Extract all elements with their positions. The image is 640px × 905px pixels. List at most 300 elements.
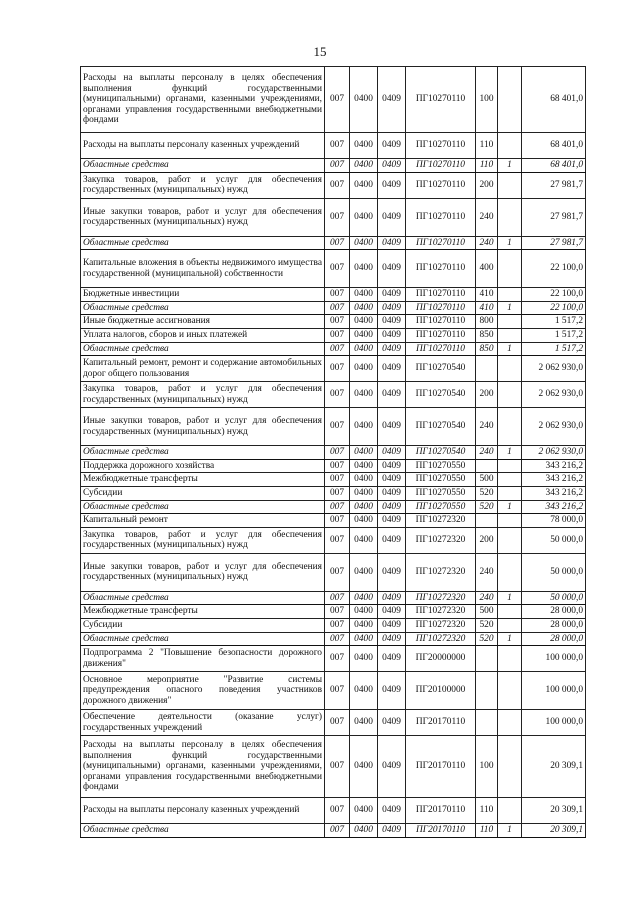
cell-ved: 007 bbox=[325, 459, 350, 473]
cell-csr: ПГ20170110 bbox=[406, 736, 476, 798]
cell-sum: 50 000,0 bbox=[522, 527, 586, 553]
cell-ved: 007 bbox=[325, 408, 350, 446]
cell-csr: ПГ10270110 bbox=[406, 159, 476, 173]
budget-table-body bbox=[81, 67, 586, 838]
cell-name: Иные закупки товаров, работ и услуг для обеспечения государственных (муниципальных) нужд bbox=[81, 408, 325, 446]
cell-src bbox=[498, 172, 522, 198]
cell-ved: 007 bbox=[325, 605, 350, 619]
cell-src: 1 bbox=[498, 824, 522, 838]
cell-sum: 20 309,1 bbox=[522, 824, 586, 838]
cell-vr: 240 bbox=[476, 553, 498, 591]
cell-pr: 0409 bbox=[378, 646, 406, 672]
cell-csr: ПГ20170110 bbox=[406, 798, 476, 824]
cell-src: 1 bbox=[498, 632, 522, 646]
cell-ved: 007 bbox=[325, 798, 350, 824]
cell-pr: 0409 bbox=[378, 459, 406, 473]
cell-pr: 0409 bbox=[378, 527, 406, 553]
cell-pr: 0409 bbox=[378, 408, 406, 446]
cell-ved: 007 bbox=[325, 301, 350, 315]
cell-pr: 0409 bbox=[378, 591, 406, 605]
cell-ved: 007 bbox=[325, 591, 350, 605]
cell-sum: 1 517,2 bbox=[522, 315, 586, 329]
cell-csr: ПГ10270110 bbox=[406, 328, 476, 342]
cell-name: Межбюджетные трансферты bbox=[81, 605, 325, 619]
cell-src bbox=[498, 198, 522, 236]
cell-sum: 68 401,0 bbox=[522, 67, 586, 133]
cell-pr: 0409 bbox=[378, 288, 406, 302]
cell-csr: ПГ10270110 bbox=[406, 133, 476, 159]
cell-rz: 0400 bbox=[350, 315, 378, 329]
table-row-regional-funds bbox=[81, 500, 586, 514]
cell-csr: ПГ20170110 bbox=[406, 710, 476, 736]
cell-sum: 28 000,0 bbox=[522, 618, 586, 632]
cell-name: Подпрограмма 2 "Повышение безопасности дорожного движения" bbox=[81, 646, 325, 672]
cell-rz: 0400 bbox=[350, 672, 378, 710]
cell-vr: 200 bbox=[476, 527, 498, 553]
cell-csr: ПГ10270110 bbox=[406, 67, 476, 133]
cell-vr: 410 bbox=[476, 301, 498, 315]
cell-vr: 850 bbox=[476, 328, 498, 342]
cell-ved: 007 bbox=[325, 356, 350, 382]
cell-rz: 0400 bbox=[350, 646, 378, 672]
cell-csr: ПГ10270110 bbox=[406, 198, 476, 236]
cell-pr: 0409 bbox=[378, 632, 406, 646]
cell-name: Межбюджетные трансферты bbox=[81, 473, 325, 487]
table-row bbox=[81, 736, 586, 798]
cell-rz: 0400 bbox=[350, 446, 378, 460]
cell-rz: 0400 bbox=[350, 67, 378, 133]
cell-vr: 520 bbox=[476, 500, 498, 514]
table-row bbox=[81, 473, 586, 487]
cell-csr: ПГ10272320 bbox=[406, 618, 476, 632]
cell-ved: 007 bbox=[325, 473, 350, 487]
cell-name: Поддержка дорожного хозяйства bbox=[81, 459, 325, 473]
table-row bbox=[81, 67, 586, 133]
table-row bbox=[81, 382, 586, 408]
cell-sum: 100 000,0 bbox=[522, 672, 586, 710]
cell-pr: 0409 bbox=[378, 486, 406, 500]
cell-csr: ПГ10272320 bbox=[406, 591, 476, 605]
cell-pr: 0409 bbox=[378, 710, 406, 736]
cell-name: Иные закупки товаров, работ и услуг для обеспечения государственных (муниципальных) нужд bbox=[81, 198, 325, 236]
cell-rz: 0400 bbox=[350, 459, 378, 473]
cell-name: Уплата налогов, сборов и иных платежей bbox=[81, 328, 325, 342]
cell-sum: 22 100,0 bbox=[522, 288, 586, 302]
cell-csr: ПГ20170110 bbox=[406, 824, 476, 838]
cell-src: 1 bbox=[498, 236, 522, 250]
cell-csr: ПГ10270110 bbox=[406, 172, 476, 198]
cell-pr: 0409 bbox=[378, 198, 406, 236]
cell-vr: 240 bbox=[476, 236, 498, 250]
cell-rz: 0400 bbox=[350, 500, 378, 514]
table-row-regional-funds bbox=[81, 824, 586, 838]
cell-rz: 0400 bbox=[350, 514, 378, 528]
cell-csr: ПГ10270540 bbox=[406, 446, 476, 460]
cell-ved: 007 bbox=[325, 342, 350, 356]
cell-name: Обеспечение деятельности (оказание услуг) государственных учреждений bbox=[81, 710, 325, 736]
cell-ved: 007 bbox=[325, 618, 350, 632]
cell-src bbox=[498, 459, 522, 473]
cell-pr: 0409 bbox=[378, 328, 406, 342]
cell-rz: 0400 bbox=[350, 133, 378, 159]
cell-rz: 0400 bbox=[350, 172, 378, 198]
table-row bbox=[81, 133, 586, 159]
cell-ved: 007 bbox=[325, 527, 350, 553]
cell-vr: 240 bbox=[476, 198, 498, 236]
cell-rz: 0400 bbox=[350, 408, 378, 446]
cell-pr: 0409 bbox=[378, 514, 406, 528]
cell-ved: 007 bbox=[325, 646, 350, 672]
table-row bbox=[81, 288, 586, 302]
cell-sum: 2 062 930,0 bbox=[522, 356, 586, 382]
cell-csr: ПГ10270110 bbox=[406, 288, 476, 302]
cell-ved: 007 bbox=[325, 328, 350, 342]
cell-src bbox=[498, 736, 522, 798]
cell-pr: 0409 bbox=[378, 159, 406, 173]
table-row bbox=[81, 514, 586, 528]
cell-name: Областные средства bbox=[81, 342, 325, 356]
cell-csr: ПГ10272320 bbox=[406, 632, 476, 646]
cell-name: Капитальные вложения в объекты недвижимого имущества государственной (муниципальной) собственности bbox=[81, 250, 325, 288]
cell-vr: 400 bbox=[476, 250, 498, 288]
cell-name: Бюджетные инвестиции bbox=[81, 288, 325, 302]
cell-vr: 200 bbox=[476, 172, 498, 198]
cell-ved: 007 bbox=[325, 172, 350, 198]
cell-ved: 007 bbox=[325, 288, 350, 302]
cell-vr: 410 bbox=[476, 288, 498, 302]
cell-name: Закупка товаров, работ и услуг для обеспечения государственных (муниципальных) нужд bbox=[81, 527, 325, 553]
cell-rz: 0400 bbox=[350, 473, 378, 487]
cell-sum: 1 517,2 bbox=[522, 342, 586, 356]
cell-name: Областные средства bbox=[81, 500, 325, 514]
table-row bbox=[81, 315, 586, 329]
cell-sum: 343 216,2 bbox=[522, 459, 586, 473]
cell-ved: 007 bbox=[325, 446, 350, 460]
cell-vr: 520 bbox=[476, 632, 498, 646]
cell-csr: ПГ10272320 bbox=[406, 514, 476, 528]
cell-ved: 007 bbox=[325, 632, 350, 646]
cell-sum: 2 062 930,0 bbox=[522, 408, 586, 446]
cell-src bbox=[498, 288, 522, 302]
table-row bbox=[81, 798, 586, 824]
cell-ved: 007 bbox=[325, 315, 350, 329]
cell-src bbox=[498, 250, 522, 288]
cell-vr: 110 bbox=[476, 133, 498, 159]
cell-pr: 0409 bbox=[378, 553, 406, 591]
cell-pr: 0409 bbox=[378, 67, 406, 133]
cell-rz: 0400 bbox=[350, 328, 378, 342]
table-row-regional-funds bbox=[81, 236, 586, 250]
cell-rz: 0400 bbox=[350, 288, 378, 302]
cell-csr: ПГ10272320 bbox=[406, 553, 476, 591]
cell-vr: 200 bbox=[476, 382, 498, 408]
cell-name: Расходы на выплаты персоналу казенных учреждений bbox=[81, 133, 325, 159]
table-row-regional-funds bbox=[81, 342, 586, 356]
cell-ved: 007 bbox=[325, 236, 350, 250]
cell-sum: 343 216,2 bbox=[522, 500, 586, 514]
cell-rz: 0400 bbox=[350, 527, 378, 553]
cell-csr: ПГ10270550 bbox=[406, 486, 476, 500]
cell-rz: 0400 bbox=[350, 798, 378, 824]
cell-pr: 0409 bbox=[378, 133, 406, 159]
cell-csr: ПГ10272320 bbox=[406, 605, 476, 619]
cell-ved: 007 bbox=[325, 710, 350, 736]
cell-src bbox=[498, 67, 522, 133]
cell-ved: 007 bbox=[325, 198, 350, 236]
cell-ved: 007 bbox=[325, 250, 350, 288]
cell-vr: 500 bbox=[476, 473, 498, 487]
cell-csr: ПГ20000000 bbox=[406, 646, 476, 672]
cell-name: Расходы на выплаты персоналу в целях обеспечения выполнения функций государственными (муниципальными) органами, казенными учреждениями, органами управления государственными внебюджетными фондами bbox=[81, 67, 325, 133]
cell-name: Областные средства bbox=[81, 159, 325, 173]
cell-csr: ПГ10270110 bbox=[406, 236, 476, 250]
table-row bbox=[81, 459, 586, 473]
cell-name: Областные средства bbox=[81, 236, 325, 250]
cell-ved: 007 bbox=[325, 159, 350, 173]
cell-src bbox=[498, 646, 522, 672]
cell-ved: 007 bbox=[325, 824, 350, 838]
table-row bbox=[81, 408, 586, 446]
cell-src bbox=[498, 605, 522, 619]
cell-rz: 0400 bbox=[350, 382, 378, 408]
cell-csr: ПГ10270550 bbox=[406, 500, 476, 514]
cell-rz: 0400 bbox=[350, 159, 378, 173]
cell-sum: 27 981,7 bbox=[522, 172, 586, 198]
cell-pr: 0409 bbox=[378, 500, 406, 514]
cell-sum: 27 981,7 bbox=[522, 236, 586, 250]
cell-pr: 0409 bbox=[378, 736, 406, 798]
cell-sum: 1 517,2 bbox=[522, 328, 586, 342]
cell-src bbox=[498, 710, 522, 736]
cell-csr: ПГ10270110 bbox=[406, 250, 476, 288]
cell-pr: 0409 bbox=[378, 301, 406, 315]
cell-ved: 007 bbox=[325, 133, 350, 159]
table-row-regional-funds bbox=[81, 159, 586, 173]
cell-ved: 007 bbox=[325, 500, 350, 514]
cell-vr bbox=[476, 514, 498, 528]
cell-pr: 0409 bbox=[378, 672, 406, 710]
cell-src bbox=[498, 315, 522, 329]
table-row-regional-funds bbox=[81, 301, 586, 315]
cell-name: Областные средства bbox=[81, 446, 325, 460]
cell-csr: ПГ10270110 bbox=[406, 342, 476, 356]
cell-sum: 28 000,0 bbox=[522, 632, 586, 646]
cell-sum: 50 000,0 bbox=[522, 591, 586, 605]
table-row bbox=[81, 553, 586, 591]
cell-name: Иные закупки товаров, работ и услуг для обеспечения государственных (муниципальных) нужд bbox=[81, 553, 325, 591]
cell-rz: 0400 bbox=[350, 342, 378, 356]
cell-name: Областные средства bbox=[81, 591, 325, 605]
cell-ved: 007 bbox=[325, 67, 350, 133]
table-row-regional-funds bbox=[81, 446, 586, 460]
cell-sum: 343 216,2 bbox=[522, 473, 586, 487]
cell-rz: 0400 bbox=[350, 824, 378, 838]
table-row bbox=[81, 328, 586, 342]
cell-rz: 0400 bbox=[350, 301, 378, 315]
cell-pr: 0409 bbox=[378, 824, 406, 838]
cell-rz: 0400 bbox=[350, 250, 378, 288]
cell-src bbox=[498, 514, 522, 528]
cell-vr: 240 bbox=[476, 446, 498, 460]
cell-vr: 240 bbox=[476, 591, 498, 605]
cell-vr bbox=[476, 356, 498, 382]
cell-rz: 0400 bbox=[350, 486, 378, 500]
table-row bbox=[81, 646, 586, 672]
cell-pr: 0409 bbox=[378, 250, 406, 288]
table-row-regional-funds bbox=[81, 632, 586, 646]
table-row bbox=[81, 618, 586, 632]
cell-name: Закупка товаров, работ и услуг для обеспечения государственных (муниципальных) нужд bbox=[81, 172, 325, 198]
cell-pr: 0409 bbox=[378, 473, 406, 487]
cell-pr: 0409 bbox=[378, 356, 406, 382]
cell-vr: 520 bbox=[476, 486, 498, 500]
cell-name: Капитальный ремонт bbox=[81, 514, 325, 528]
cell-pr: 0409 bbox=[378, 382, 406, 408]
cell-src bbox=[498, 408, 522, 446]
table-row-regional-funds bbox=[81, 591, 586, 605]
cell-vr: 850 bbox=[476, 342, 498, 356]
cell-pr: 0409 bbox=[378, 798, 406, 824]
cell-rz: 0400 bbox=[350, 736, 378, 798]
cell-name: Областные средства bbox=[81, 824, 325, 838]
table-row bbox=[81, 172, 586, 198]
cell-name: Субсидии bbox=[81, 486, 325, 500]
cell-vr: 240 bbox=[476, 408, 498, 446]
cell-sum: 22 100,0 bbox=[522, 250, 586, 288]
cell-src: 1 bbox=[498, 591, 522, 605]
cell-sum: 50 000,0 bbox=[522, 553, 586, 591]
cell-sum: 78 000,0 bbox=[522, 514, 586, 528]
cell-rz: 0400 bbox=[350, 236, 378, 250]
table-row bbox=[81, 198, 586, 236]
cell-src: 1 bbox=[498, 342, 522, 356]
cell-vr bbox=[476, 672, 498, 710]
cell-rz: 0400 bbox=[350, 356, 378, 382]
cell-vr: 500 bbox=[476, 605, 498, 619]
cell-vr bbox=[476, 646, 498, 672]
cell-ved: 007 bbox=[325, 514, 350, 528]
cell-name: Капитальный ремонт, ремонт и содержание автомобильных дорог общего пользования bbox=[81, 356, 325, 382]
table-row bbox=[81, 356, 586, 382]
cell-src: 1 bbox=[498, 500, 522, 514]
cell-csr: ПГ10270540 bbox=[406, 382, 476, 408]
cell-pr: 0409 bbox=[378, 172, 406, 198]
cell-csr: ПГ10270540 bbox=[406, 408, 476, 446]
cell-vr: 100 bbox=[476, 736, 498, 798]
cell-rz: 0400 bbox=[350, 591, 378, 605]
cell-src bbox=[498, 618, 522, 632]
cell-src bbox=[498, 356, 522, 382]
cell-src bbox=[498, 328, 522, 342]
cell-src bbox=[498, 798, 522, 824]
cell-name: Областные средства bbox=[81, 301, 325, 315]
cell-sum: 2 062 930,0 bbox=[522, 382, 586, 408]
table-row bbox=[81, 486, 586, 500]
cell-rz: 0400 bbox=[350, 710, 378, 736]
cell-name: Субсидии bbox=[81, 618, 325, 632]
budget-table bbox=[80, 66, 586, 838]
page-number: 15 bbox=[313, 44, 327, 59]
cell-vr: 110 bbox=[476, 798, 498, 824]
cell-src bbox=[498, 382, 522, 408]
cell-rz: 0400 bbox=[350, 198, 378, 236]
cell-ved: 007 bbox=[325, 553, 350, 591]
cell-name: Закупка товаров, работ и услуг для обеспечения государственных (муниципальных) нужд bbox=[81, 382, 325, 408]
table-row bbox=[81, 672, 586, 710]
cell-csr: ПГ20100000 bbox=[406, 672, 476, 710]
cell-csr: ПГ10270550 bbox=[406, 459, 476, 473]
cell-vr bbox=[476, 459, 498, 473]
cell-rz: 0400 bbox=[350, 618, 378, 632]
cell-sum: 27 981,7 bbox=[522, 198, 586, 236]
cell-sum: 20 309,1 bbox=[522, 798, 586, 824]
cell-src bbox=[498, 672, 522, 710]
cell-src: 1 bbox=[498, 159, 522, 173]
cell-ved: 007 bbox=[325, 736, 350, 798]
cell-vr: 800 bbox=[476, 315, 498, 329]
cell-pr: 0409 bbox=[378, 446, 406, 460]
cell-src bbox=[498, 553, 522, 591]
cell-src bbox=[498, 527, 522, 553]
cell-ved: 007 bbox=[325, 382, 350, 408]
cell-name: Иные бюджетные ассигнования bbox=[81, 315, 325, 329]
cell-sum: 28 000,0 bbox=[522, 605, 586, 619]
cell-name: Областные средства bbox=[81, 632, 325, 646]
cell-ved: 007 bbox=[325, 486, 350, 500]
table-row bbox=[81, 710, 586, 736]
cell-src bbox=[498, 486, 522, 500]
cell-pr: 0409 bbox=[378, 236, 406, 250]
cell-csr: ПГ10270550 bbox=[406, 473, 476, 487]
table-row bbox=[81, 250, 586, 288]
cell-sum: 22 100,0 bbox=[522, 301, 586, 315]
cell-pr: 0409 bbox=[378, 315, 406, 329]
cell-rz: 0400 bbox=[350, 632, 378, 646]
cell-sum: 100 000,0 bbox=[522, 646, 586, 672]
table-row bbox=[81, 605, 586, 619]
cell-sum: 20 309,1 bbox=[522, 736, 586, 798]
cell-sum: 68 401,0 bbox=[522, 159, 586, 173]
cell-pr: 0409 bbox=[378, 342, 406, 356]
cell-name: Расходы на выплаты персоналу в целях обеспечения выполнения функций государственными (муниципальными) органами, казенными учреждениями, органами управления государственными внебюджетными фондами bbox=[81, 736, 325, 798]
cell-sum: 100 000,0 bbox=[522, 710, 586, 736]
cell-sum: 2 062 930,0 bbox=[522, 446, 586, 460]
cell-src: 1 bbox=[498, 446, 522, 460]
cell-pr: 0409 bbox=[378, 618, 406, 632]
cell-vr: 100 bbox=[476, 67, 498, 133]
cell-src bbox=[498, 133, 522, 159]
cell-csr: ПГ10270110 bbox=[406, 301, 476, 315]
cell-csr: ПГ10270110 bbox=[406, 315, 476, 329]
cell-src: 1 bbox=[498, 301, 522, 315]
cell-sum: 68 401,0 bbox=[522, 133, 586, 159]
cell-vr bbox=[476, 710, 498, 736]
table-row bbox=[81, 527, 586, 553]
cell-name: Основное мероприятие "Развитие системы предупреждения опасного поведения участников дорожного движения" bbox=[81, 672, 325, 710]
cell-rz: 0400 bbox=[350, 553, 378, 591]
cell-name: Расходы на выплаты персоналу казенных учреждений bbox=[81, 798, 325, 824]
cell-vr: 520 bbox=[476, 618, 498, 632]
cell-rz: 0400 bbox=[350, 605, 378, 619]
cell-vr: 110 bbox=[476, 824, 498, 838]
cell-ved: 007 bbox=[325, 672, 350, 710]
cell-csr: ПГ10272320 bbox=[406, 527, 476, 553]
cell-csr: ПГ10270540 bbox=[406, 356, 476, 382]
cell-src bbox=[498, 473, 522, 487]
cell-vr: 110 bbox=[476, 159, 498, 173]
cell-sum: 343 216,2 bbox=[522, 486, 586, 500]
cell-pr: 0409 bbox=[378, 605, 406, 619]
